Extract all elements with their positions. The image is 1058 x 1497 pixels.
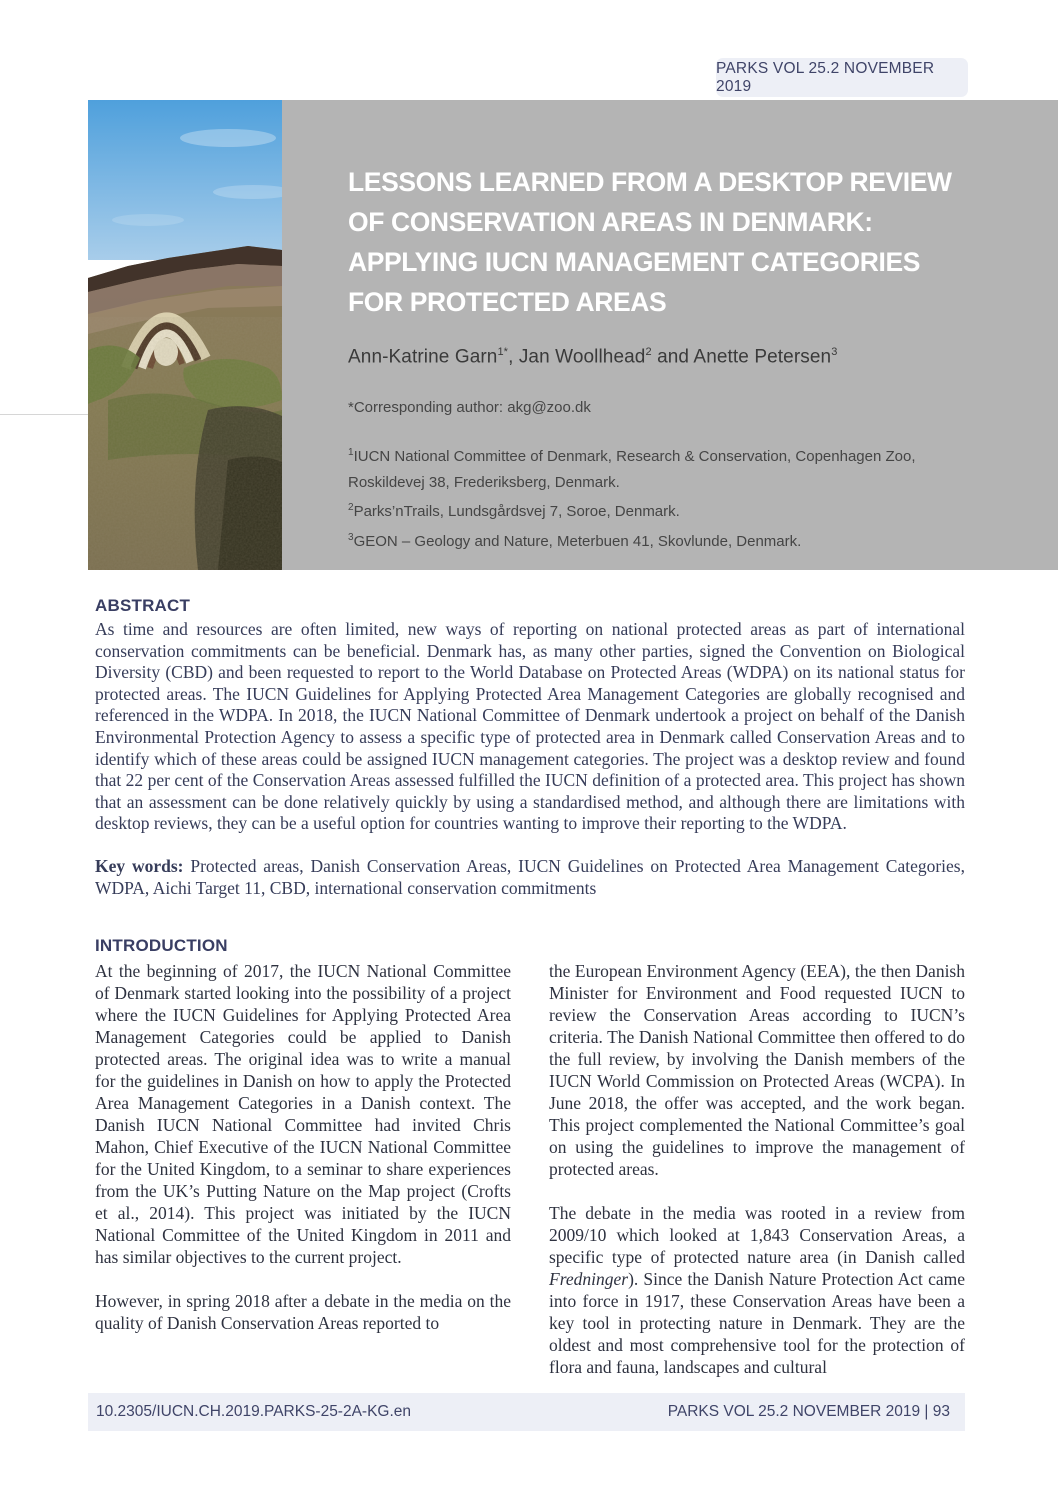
author-name: Jan Woollhead xyxy=(518,346,646,368)
intro-left-paragraph-1: At the beginning of 2017, the IUCN National Committee of Denmark started looking into the possibility of a project where the IUCN Guidelines for Applying Protected Area Management Categories could be applied to Danish protected areas. The original idea was to write a manual for the guidelines in Danish on how to apply the Protected Area Management Categories in a Danish context. The Danish IUCN National Committee had invited Chris Mahon, Chief Executive of the IUCN National Committee for the United Kingdom, to a seminar to share experiences from the UK’s Putting Nature on the Map project (Crofts et al., 2014). This project was initiated by the IUCN National Committee of the United Kingdom in 2011 and has similar objectives to the current project. xyxy=(95,961,511,1268)
affiliation-text: GEON – Geology and Nature, Meterbuen 41, Skovlunde, Denmark. xyxy=(353,532,802,550)
author-affiliation-ref: 2 xyxy=(645,346,652,358)
intro-right-p2-pre: The debate in the media was rooted in a review from 2009/10 which looked at 1,843 Conservation Areas, a specific type of protected nature area (in Danish called xyxy=(549,1203,965,1268)
footer-bar xyxy=(88,1393,965,1431)
affiliation-item xyxy=(348,495,948,525)
cliff-photo xyxy=(88,100,282,570)
keywords-text: Protected areas, Danish Conservation Areas, IUCN Guidelines on Protected Area Management Categories, WDPA, Aichi Target 11, CBD, international conservation commitments xyxy=(95,855,965,898)
journal-volume-label: PARKS VOL 25.2 NOVEMBER 2019 xyxy=(716,59,935,95)
corresponding-author: *Corresponding author: akg@zoo.dk xyxy=(348,399,591,417)
article-title-line: APPLYING IUCN MANAGEMENT CATEGORIES xyxy=(348,247,920,277)
authors-line xyxy=(348,346,1018,368)
article-title-line: LESSONS LEARNED FROM A DESKTOP REVIEW xyxy=(348,167,952,197)
author-separator: , xyxy=(508,346,519,368)
author-separator: and xyxy=(651,346,694,368)
keywords-paragraph xyxy=(95,856,965,899)
intro-left-paragraph-2: However, in spring 2018 after a debate in the media on the quality of Danish Conservation Areas reported to xyxy=(95,1291,511,1334)
affiliation-number: 3 xyxy=(348,531,354,543)
left-margin-rule xyxy=(0,414,88,415)
author-name: Anette Petersen xyxy=(693,346,832,368)
affiliation-item xyxy=(348,440,948,495)
affiliation-number: 2 xyxy=(348,502,354,514)
intro-right-p2-italic-term: Fredninger xyxy=(549,1269,629,1290)
keywords-label: Key words: xyxy=(95,855,184,876)
author-affiliation-ref: 1* xyxy=(497,346,509,358)
article-title xyxy=(348,162,1018,322)
right-column xyxy=(549,960,965,1378)
introduction-columns xyxy=(95,960,965,1378)
footer-doi: 10.2305/IUCN.CH.2019.PARKS-25-2A-KG.en xyxy=(96,1403,412,1420)
introduction-heading: INTRODUCTION xyxy=(95,936,228,956)
article-body xyxy=(95,596,965,1378)
intro-right-paragraph-2 xyxy=(549,1202,965,1378)
article-title-line: FOR PROTECTED AREAS xyxy=(348,287,667,317)
abstract-heading: ABSTRACT xyxy=(95,596,191,615)
affiliation-text: IUCN National Committee of Denmark, Research & Conservation, Copenhagen Zoo, Roskildevej 38, Frederiksberg, Denmark. xyxy=(348,448,916,491)
article-title-line: OF CONSERVATION AREAS IN DENMARK: xyxy=(348,207,873,237)
affiliation-item xyxy=(348,525,948,555)
author-affiliation-ref: 3 xyxy=(831,346,838,358)
intro-right-p2-post: ). Since the Danish Nature Protection Act came into force in 1917, these Conservation Areas have been a key tool in protecting nature in Denmark. They are the oldest and most comprehensive tool for the protection of flora and fauna, landscapes and cultural xyxy=(549,1269,965,1378)
affiliation-number: 1 xyxy=(348,447,354,459)
footer-journal-page: PARKS VOL 25.2 NOVEMBER 2019 | 93 xyxy=(667,1403,950,1420)
intro-right-paragraph-1: the European Environment Agency (EEA), the then Danish Minister for Environment and Food requested IUCN to review the Conservation Areas according to IUCN’s criteria. The Danish National Committee then offered to do the full review, by involving the Danish members of the IUCN World Commission on Protected Areas (WCPA). In June 2018, the offer was accepted, and the work began. This project complemented the National Committee’s goal on using the guidelines to improve the management of protected areas. xyxy=(549,961,965,1180)
journal-volume-badge xyxy=(716,58,968,97)
title-block xyxy=(282,100,1058,570)
left-column xyxy=(95,960,511,1378)
abstract-paragraph: As time and resources are often limited, new ways of reporting on national protected areas as part of international conservation commitments can be beneficial. Denmark has, as many other parties, signed the Convention on Biological Diversity (CBD) and been requested to report to the World Database on Protected Areas (WDPA) on its national status for protected areas. The IUCN Guidelines for Applying Protected Area Management Categories are globally recognised and referenced in the WDPA. In 2018, the IUCN National Committee of Denmark undertook a project on behalf of the Danish Environmental Protection Agency to assess a specific type of protected area in Denmark called Conservation Areas and to identify which of these areas could be assigned IUCN management categories. The project was a desktop review and found that 22 per cent of the Conservation Areas assessed fulfilled the IUCN definition of a protected area. This project has shown that an assessment can be done relatively quickly by using a standardised method, and although there are limitations with desktop reviews, they can be a useful option for countries wanting to improve their reporting to the WDPA. xyxy=(95,619,965,834)
author-name: Ann-Katrine Garn xyxy=(348,346,498,368)
affiliation-text: Parks’nTrails, Lundsgårdsvej 7, Soroe, Denmark. xyxy=(353,503,680,521)
affiliations xyxy=(348,440,948,554)
